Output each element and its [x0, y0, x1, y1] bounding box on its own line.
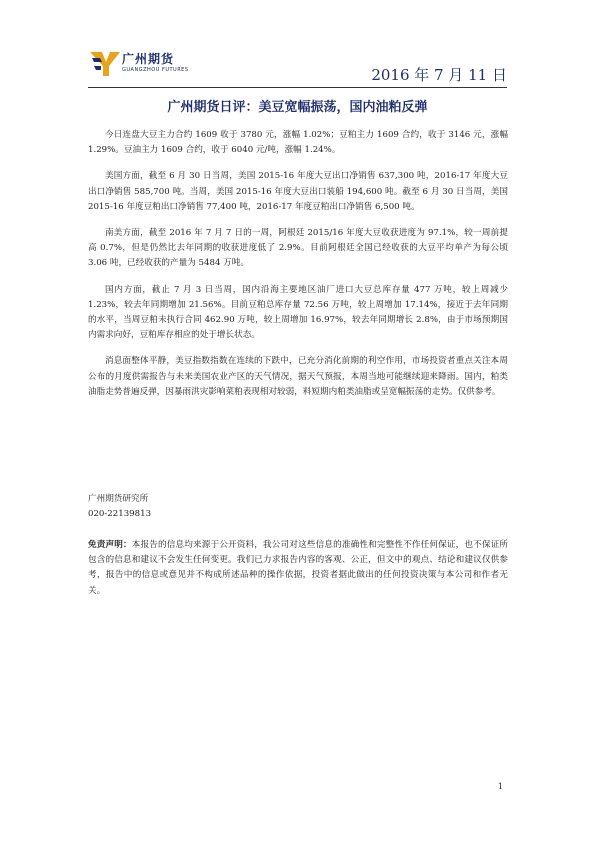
- paragraph-market-close: 今日连盘大豆主力合约 1609 收于 3780 元，涨幅 1.02%；豆粕主力 1609 合约，收于 3146 元，涨幅 1.29%。豆油主力 1609 合约，收于 6040 元/吨，涨幅 1.24%。: [88, 130, 508, 156]
- page-number: 1: [497, 782, 503, 791]
- disclaimer: [88, 538, 508, 599]
- paragraph-outlook: 消息面整体平静，美豆指数指数在连续的下跌中，已充分消化前期的利空作用，市场投资者重点关注本周公布的月度供需报告与未来美国农业产区的天气情况，据天气预报，本周当地可能继续迎来降雨。国内，粕类油脂走势普遍反弹，因暴雨洪灾影响菜粕表现相对较弱，料短期内粕类油脂或呈宽幅振荡的走势。仅供参考。: [88, 356, 508, 397]
- logo-english-name: GUANGZHOU FUTURES: [122, 67, 189, 73]
- paragraph-domestic-inventory: 国内方面，截止 7 月 3 日当周，国内沿海主要地区油厂进口大豆总库存量 477 万吨，较上周减少 1.23%，较去年同期增加 21.56%。目前豆粕总库存量 72.56 万吨，较上周增加 17.14%，接近于去年同期的水平，当周豆粕未执行合同 462.90 万吨，较上周增加 16.97%，较去年同期增长 2.8%，由于市场预期国内需求向好，豆粕库存相应的处于增长状态。: [88, 284, 508, 341]
- report-body: [88, 128, 508, 411]
- paragraph-south-america: 南美方面，截至 2016 年 7 月 7 日的一周，阿根廷 2015/16 年度大豆收获进度为 97.1%，较一周前提高 0.7%，但是仍然比去年同期的收获进度低了 2.9%。目前阿根廷全国已经收获的大豆平均单产为每公顷 3.06 吨，已经收获的产量为 5484 万吨。: [88, 228, 508, 269]
- signature-phone: 020-22139813: [88, 509, 152, 519]
- report-title: 广州期货日评：美豆宽幅振荡，国内油粕反弹: [167, 100, 428, 115]
- header-divider: [88, 87, 507, 88]
- logo-chinese-name: 广州期货: [122, 52, 175, 66]
- signature-block: [88, 492, 151, 522]
- company-logo-icon: [88, 48, 122, 78]
- disclaimer-label: 免责声明：: [88, 540, 132, 550]
- company-logo: [88, 46, 208, 80]
- disclaimer-text: 本报告的信息均来源于公开资料，我公司对这些信息的准确性和完整性不作任何保证，也不保证所包含的信息和建议不会发生任何变更。我们已力求报告内容的客观、公正，但文中的观点、结论和建议仅供参考，报告中的信息或意见并不构成所述品种的操作依据，投资者据此做出的任何投资决策与本公司和作者无关。: [88, 540, 508, 596]
- report-date: 2016 年 7 月 11 日: [371, 66, 507, 84]
- signature-org: 广州期货研究所: [88, 494, 149, 504]
- paragraph-us-exports: 美国方面，截至 6 月 30 日当周，美国 2015-16 年度大豆出口净销售 637,300 吨，2016-17 年度大豆出口净销售 585,700 吨。当周，美国 2015-16 年度大豆出口装船 194,600 吨。截至 6 月 30 日当周，美国 2015-16 年度豆粕出口净销售 77,400 吨，2016-17 年度豆粕出口净销售 6,500 吨。: [88, 171, 508, 212]
